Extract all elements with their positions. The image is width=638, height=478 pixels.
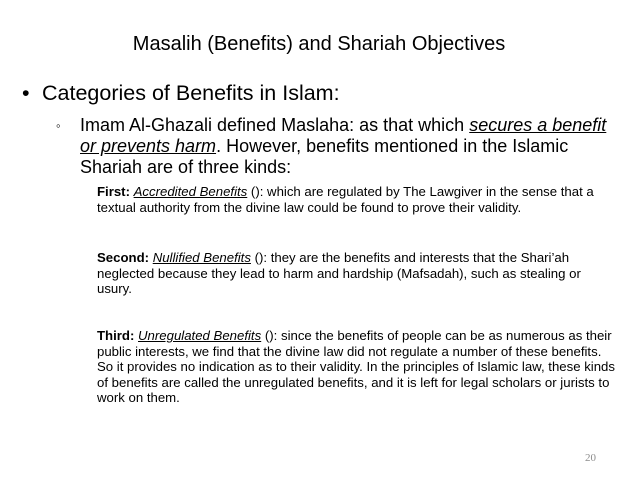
bullet-text: Categories of Benefits in Islam: bbox=[42, 81, 340, 105]
sub-bullet-text bbox=[80, 115, 626, 178]
paragraph-second bbox=[97, 250, 617, 297]
paragraph-third bbox=[97, 328, 617, 406]
paragraph-term: Accredited Benefits bbox=[133, 184, 248, 199]
paragraph-body: (): which are regulated by The Lawgiver in the sense that a textual authority from the divine law could be found to prove their validity. bbox=[97, 184, 594, 215]
slide-title: Masalih (Benefits) and Shariah Objectives bbox=[132, 33, 506, 55]
paragraph-label: Second: bbox=[97, 250, 150, 265]
paragraph-label: Third: bbox=[97, 328, 135, 343]
bullet-categories bbox=[22, 80, 340, 106]
bullet-marker: • bbox=[22, 81, 30, 105]
sub-text-part-1: Imam Al-Ghazali defined Maslaha: as that which bbox=[80, 115, 470, 135]
paragraph-body: (): they are the benefits and interests that the Shari’ah neglected because they lead to harm and hardship (Mafsadah), such as stealing or usury. bbox=[97, 250, 581, 297]
paragraph-label: First: bbox=[97, 184, 130, 199]
sub-text-part-2: . However, benefits mentioned in the Islamic Shariah are of three kinds: bbox=[80, 136, 569, 177]
sub-text-emphasis: secures a benefit or prevents harm bbox=[80, 115, 607, 156]
paragraph-term: Unregulated Benefits bbox=[138, 328, 262, 343]
sub-bullet-marker: ◦ bbox=[56, 118, 61, 133]
paragraph-term: Nullified Benefits bbox=[152, 250, 251, 265]
paragraph-body: (): since the benefits of people can be as numerous as their public interests, we find that the divine law did not regulate a number of these benefits. So it provides no indication as to their validity. In the principles of Islamic law, these kinds of benefits are called the unregulated benefits, and it is left for legal scholars or jurists to work on them. bbox=[97, 328, 615, 406]
page-number: 20 bbox=[585, 452, 596, 464]
paragraph-first bbox=[97, 184, 617, 215]
sub-bullet-ghazali bbox=[56, 115, 626, 178]
